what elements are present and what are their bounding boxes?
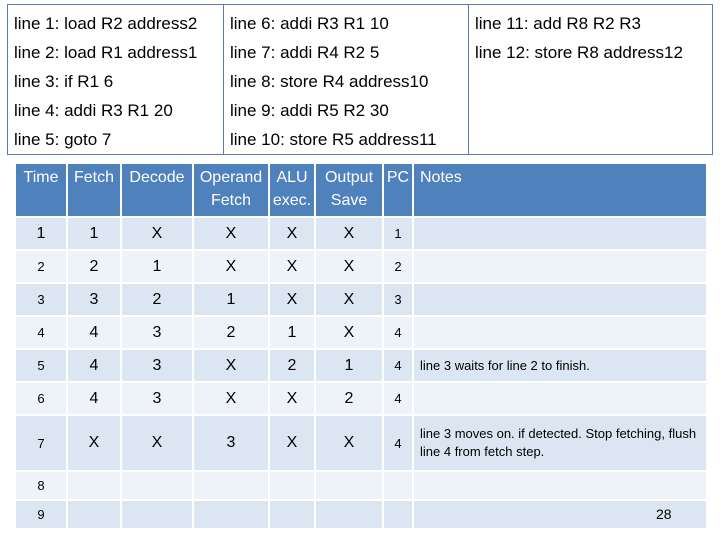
code-line: line 1: load R2 address2 [14,14,198,33]
fetch-cell [68,501,120,528]
output-save-cell: X [316,218,382,249]
code-column-2 [224,5,469,154]
alu-exec-cell: X [270,218,314,249]
table-row [16,251,706,282]
decode-cell [122,472,192,499]
notes-cell [414,251,706,282]
time-cell: 1 [16,218,66,249]
code-column-1 [8,5,224,154]
code-line: line 3: if R1 6 [14,72,114,91]
notes-cell [414,383,706,414]
time-cell: 3 [16,284,66,315]
header-output-save: Output Save [316,164,382,216]
operand-fetch-cell: X [194,383,268,414]
header-operand-fetch: Operand Fetch [194,164,268,216]
operand-fetch-cell: 2 [194,317,268,348]
time-cell: 5 [16,350,66,381]
fetch-cell [68,472,120,499]
alu-exec-cell: X [270,383,314,414]
operand-fetch-cell [194,472,268,499]
time-cell: 7 [16,416,66,470]
alu-exec-cell: X [270,416,314,470]
operand-fetch-cell: 3 [194,416,268,470]
alu-exec-cell: X [270,284,314,315]
pc-cell: 1 [384,218,412,249]
fetch-cell: 3 [68,284,120,315]
code-line: line 6: addi R3 R1 10 [230,14,389,33]
output-save-cell: 2 [316,383,382,414]
output-save-cell [316,501,382,528]
code-line: line 12: store R8 address12 [475,43,683,62]
notes-cell [414,284,706,315]
pc-cell [384,472,412,499]
operand-fetch-cell: X [194,350,268,381]
code-listing [7,4,713,155]
fetch-cell: X [68,416,120,470]
table-row [16,383,706,414]
time-cell: 2 [16,251,66,282]
notes-cell [414,218,706,249]
output-save-cell: X [316,416,382,470]
notes-cell: line 3 waits for line 2 to finish. [414,350,706,381]
header-fetch: Fetch [68,164,120,216]
operand-fetch-cell: X [194,218,268,249]
pc-cell: 4 [384,383,412,414]
pc-cell: 4 [384,416,412,470]
output-save-cell: X [316,317,382,348]
header-notes: Notes [414,164,706,216]
output-save-cell: 1 [316,350,382,381]
time-cell: 4 [16,317,66,348]
notes-cell: line 3 moves on. if detected. Stop fetching, flush line 4 from fetch step. [414,416,706,470]
decode-cell: 3 [122,383,192,414]
fetch-cell: 4 [68,350,120,381]
pc-cell: 2 [384,251,412,282]
fetch-cell: 2 [68,251,120,282]
code-line: line 5: goto 7 [14,130,112,149]
output-save-cell [316,472,382,499]
time-cell: 8 [16,472,66,499]
notes-cell [414,317,706,348]
table-row [16,317,706,348]
pc-cell [384,501,412,528]
code-line: line 8: store R4 address10 [230,72,429,91]
output-save-cell: X [316,284,382,315]
decode-cell: 2 [122,284,192,315]
time-cell: 9 [16,501,66,528]
output-save-cell: X [316,251,382,282]
alu-exec-cell [270,501,314,528]
header-pc: PC [384,164,412,216]
header-time: Time [16,164,66,216]
fetch-cell: 4 [68,317,120,348]
fetch-cell: 4 [68,383,120,414]
operand-fetch-cell: 1 [194,284,268,315]
page-number: 28 [656,506,672,522]
code-column-3 [469,5,712,154]
code-line: line 4: addi R3 R1 20 [14,101,173,120]
decode-cell: 3 [122,317,192,348]
code-line: line 2: load R1 address1 [14,43,198,62]
time-cell: 6 [16,383,66,414]
table-row [16,472,706,499]
decode-cell: 1 [122,251,192,282]
alu-exec-cell [270,472,314,499]
decode-cell: X [122,416,192,470]
alu-exec-cell: 1 [270,317,314,348]
table-row [16,350,706,381]
table-row [16,218,706,249]
pc-cell: 3 [384,284,412,315]
code-line: line 10: store R5 address11 [230,130,437,149]
header-decode: Decode [122,164,192,216]
table-row [16,284,706,315]
pipeline-table [14,162,708,530]
alu-exec-cell: X [270,251,314,282]
operand-fetch-cell: X [194,251,268,282]
decode-cell: 3 [122,350,192,381]
table-row [16,501,706,528]
fetch-cell: 1 [68,218,120,249]
operand-fetch-cell [194,501,268,528]
decode-cell: X [122,218,192,249]
notes-cell [414,472,706,499]
table-row [16,416,706,470]
code-line: line 9: addi R5 R2 30 [230,101,389,120]
pc-cell: 4 [384,317,412,348]
header-alu-exec: ALU exec. [270,164,314,216]
table-header-row [16,164,706,216]
code-line: line 11: add R8 R2 R3 [475,14,642,33]
decode-cell [122,501,192,528]
code-line: line 7: addi R4 R2 5 [230,43,380,62]
alu-exec-cell: 2 [270,350,314,381]
pc-cell: 4 [384,350,412,381]
